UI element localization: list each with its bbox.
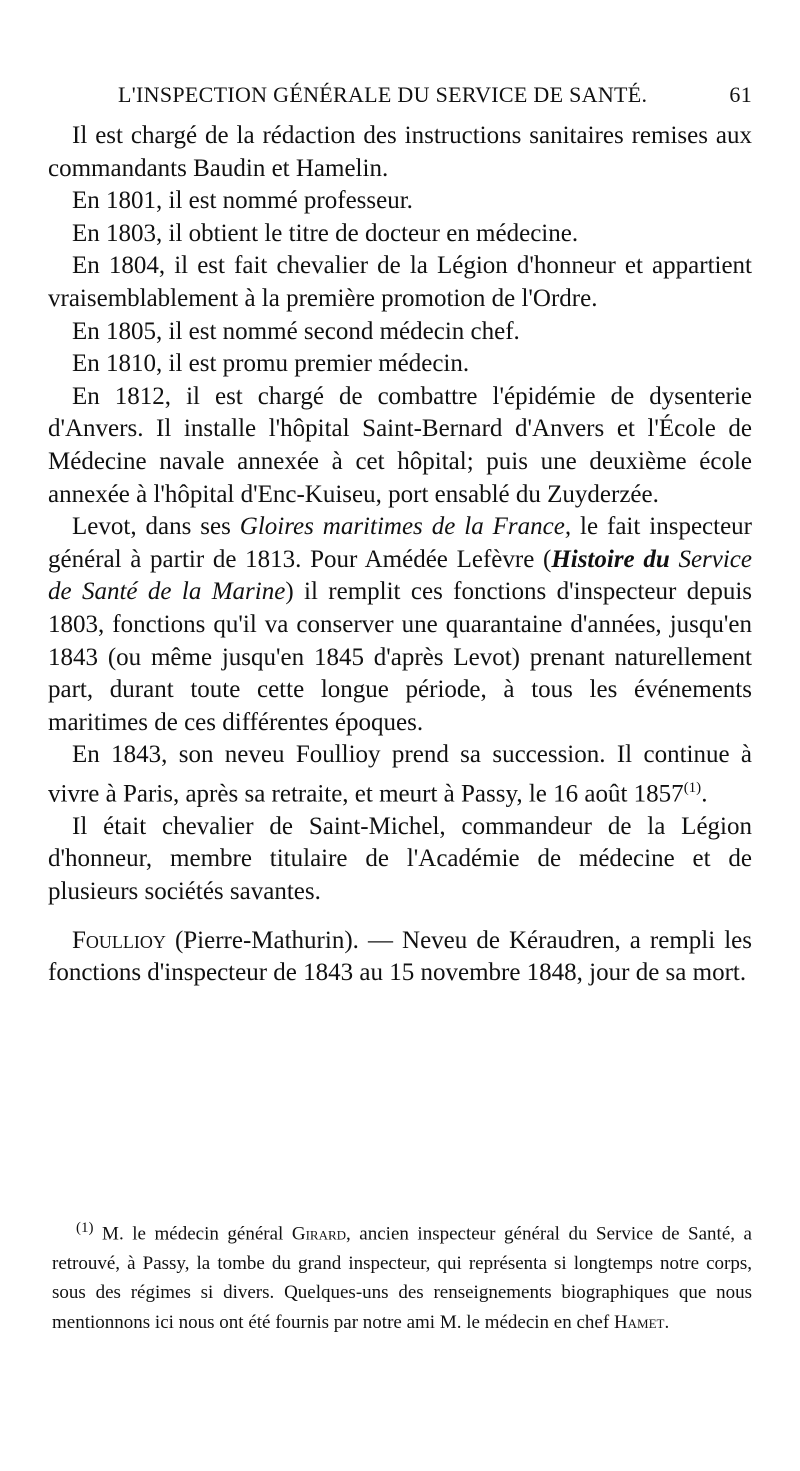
book-title: Gloires maritimes de la France, bbox=[239, 513, 572, 541]
paragraph-levot: Levot, dans ses Gloires maritimes de la France, le fait inspecteur général à partir de 1813. Pour Amédée Lefèvre (Histoire du Service de Santé de la Marine) il remplit ces fonctions d'inspecteur depuis 1803, fonctions qu'il va conserver une quarantaine d'années, jusqu'en 1843 (ou même jusqu'en 1845 d'après Levot) prenant naturellement part, durant toute cette longue période, à tous les événements maritimes de ces différentes époques. bbox=[48, 513, 753, 736]
running-title: L'INSPECTION GÉNÉRALE DU SERVICE DE SANTÉ. bbox=[118, 82, 648, 107]
footnote-block bbox=[52, 1214, 752, 1337]
paragraph: En 1804, il est fait chevalier de la Légion d'honneur et appartient vraisemblablement à la première promotion de l'Ordre. bbox=[48, 252, 752, 312]
paragraph: En 1812, il est chargé de combattre l'épidémie de dysenterie d'Anvers. Il installe l'hôpital Saint-Bernard d'Anvers et l'École de Médecine navale annexée à cet hôpital; puis une deuxième école annexée à l'hôpital d'Enc-Kuiseu, port ensablé du Zuyderzée. bbox=[48, 382, 752, 508]
person-name: Hamet bbox=[613, 1311, 665, 1333]
paragraph-foullioy: Foullioy (Pierre-Mathurin). — Neveu de Kéraudren, a rempli les fonctions d'inspecteur de 1843 au 15 novembre 1848, jour de sa mort. bbox=[48, 926, 752, 987]
paragraph: En 1801, il est nommé professeur. bbox=[72, 187, 413, 215]
footnote-ref: (1) bbox=[683, 779, 702, 796]
paragraph: En 1810, il est promu premier médecin. bbox=[72, 350, 470, 378]
paragraph: En 1803, il obtient le titre de docteur en médecine. bbox=[72, 219, 579, 247]
footnote: $^{(1)}$ M. le médecin général Girard, ancien inspecteur général du Service de Santé, a retrouvé, à Passy, la tombe du grand inspecteur, qui représenta si longtemps notre corps, sous des régimes si divers. Quelques-uns des renseignements biographiques que nous mentionnons ici nous ont été fournis par notre ami M. le médecin en chef Hamet. bbox=[52, 1220, 752, 1333]
footnote-marker: (1) bbox=[76, 1220, 94, 1236]
paragraph: En 1805, il est nommé second médecin chef. bbox=[72, 317, 520, 345]
main-text bbox=[48, 120, 752, 990]
paragraph: Il est chargé de la rédaction des instructions sanitaires remises aux commandants Baudin et Hamelin. bbox=[48, 122, 752, 182]
book-title: Histoire du bbox=[551, 545, 670, 573]
paragraph: Il était chevalier de Saint-Michel, commandeur de la Légion d'honneur, membre titulaire de l'Académie de médecine et de plusieurs sociétés savantes. bbox=[48, 812, 752, 905]
book-title: Service de Santé de la Marine bbox=[48, 545, 752, 606]
person-name: Girard bbox=[291, 1223, 347, 1245]
page-number: 61 bbox=[729, 82, 752, 107]
person-name: Foullioy bbox=[72, 926, 166, 954]
paragraph-succession: En 1843, son neveu Foullioy prend sa succession. Il continue à vivre à Paris, après sa retraite, et meurt à Passy, le 16 août 1857$^{(1)}$. bbox=[48, 741, 752, 808]
page-header bbox=[118, 82, 752, 108]
